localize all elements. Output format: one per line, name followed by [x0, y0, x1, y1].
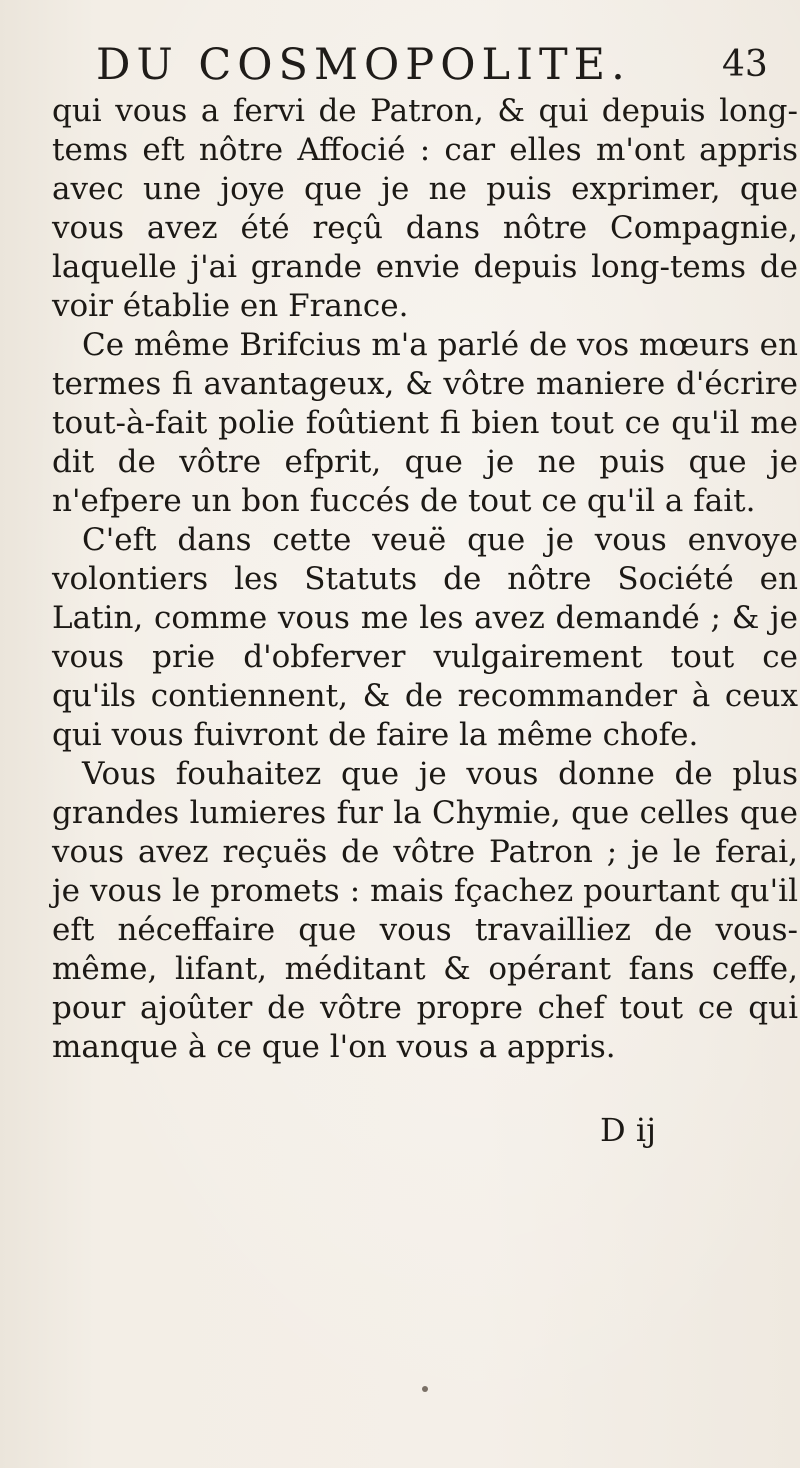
body-text: [52, 92, 798, 1067]
paragraph-3: C'eft dans cette veuë que je vous envoye volontiers les Statuts de nôtre Société en Latin, comme vous me les avez demandé ; & je vous prie d'obferver vulgairement tout ce qu'ils contiennent, & de recommander à ceux qui vous fuivront de faire la même chofe.: [52, 522, 798, 753]
page-header: [96, 38, 776, 92]
running-title: DU COSMOPOLITE.: [96, 40, 631, 90]
paper-speck: [422, 1386, 428, 1392]
signature-mark: D ij: [600, 1111, 656, 1149]
paragraph-2: Ce même Brifcius m'a parlé de vos mœurs en termes fi avantageux, & vôtre maniere d'écrire tout-à-fait polie foûtient fi bien tout ce qu'il me dit de vôtre efprit, que je ne puis que je n'efpere un bon fuccés de tout ce qu'il a fait.: [52, 327, 798, 519]
paragraph-1: qui vous a fervi de Patron, & qui depuis long-tems eft nôtre Affocié : car elles m'ont appris avec une joye que je ne puis exprimer, que vous avez été reçû dans nôtre Compagnie, laquelle j'ai grande envie depuis long-tems de voir établie en France.: [52, 93, 798, 324]
page-number: 43: [722, 44, 768, 85]
paragraph-4: Vous fouhaitez que je vous donne de plus grandes lumieres fur la Chymie, que celles que vous avez reçuës de vôtre Patron ; je le ferai, je vous le promets : mais fçachez pourtant qu'il eft néceffaire que vous travailliez de vous-même, lifant, méditant & opérant fans ceffe, pour ajoûter de vôtre propre chef tout ce qui manque à ce que l'on vous a appris.: [52, 756, 798, 1065]
